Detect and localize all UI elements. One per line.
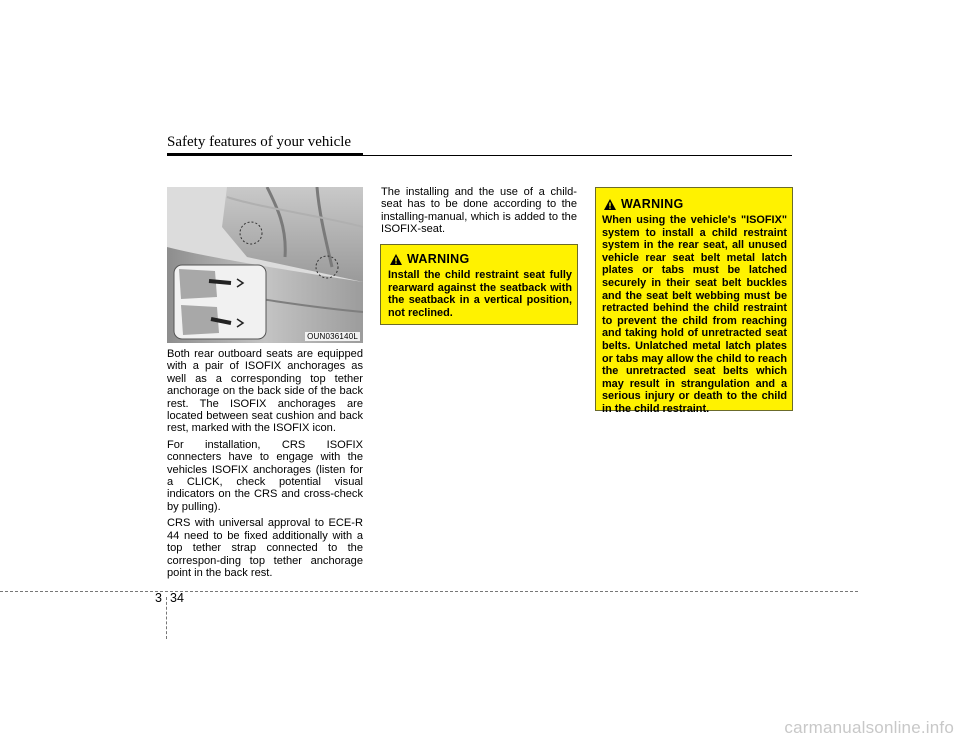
warning-heading-text: WARNING xyxy=(407,252,470,266)
warning-box-isofix-belts xyxy=(595,187,793,415)
footer-rule xyxy=(0,591,858,592)
paragraph-installing-manual: The installing and the use of a child-seat has to be done according to the installing-manual, which is added to the ISOFIX-seat. xyxy=(381,186,577,236)
page-number: 34 xyxy=(170,591,184,605)
middle-column-text xyxy=(381,186,577,240)
warning-heading xyxy=(390,252,572,266)
paragraph-isofix-anchorages: Both rear outboard seats are equipped with a pair of ISOFIX anchorages as well as a corresponding top tether anchorage on the back side of the back rest. The ISOFIX anchorages are located between seat cushion and back rest, marked with the ISOFIX icon. xyxy=(167,348,363,435)
warning-heading-text: WARNING xyxy=(621,197,684,211)
footer-vertical-rule xyxy=(166,597,167,639)
warning-body-seatback: Install the child restraint seat fully rearward against the seatback with the seatback in a vertical position, not reclined. xyxy=(388,269,572,319)
header-rule-accent xyxy=(167,153,363,156)
watermark: carmanualsonline.info xyxy=(784,718,954,737)
warning-heading xyxy=(604,197,787,211)
left-column-text xyxy=(167,348,363,583)
section-title: Safety features of your vehicle xyxy=(167,134,352,150)
warning-triangle-icon xyxy=(390,254,402,265)
warning-triangle-icon xyxy=(604,199,616,210)
chapter-number: 3 xyxy=(155,591,162,605)
isofix-seat-illustration xyxy=(167,187,363,343)
warning-body-isofix-belts: When using the vehicle's "ISOFIX" system to install a child restraint system in the rear seat, all unused vehicle rear seat belt metal latch plates or tabs must be latched securely in their seat belt buckles and the seat belt webbing must be retracted behind the child restraint to prevent the child from reaching and taking hold of unretracted seat belts. Unlatched metal latch plates or tabs may allow the child to reach the unretracted seat belts which may result in strangulation and a serious injury or death to the child in the child restraint. xyxy=(602,214,787,415)
seat-drawing xyxy=(167,187,363,343)
warning-box-seatback xyxy=(380,244,578,325)
paragraph-top-tether: CRS with universal approval to ECE-R 44 need to be fixed additionally with a top tether strap connected to the correspon-ding top tether anchorage point in the back rest. xyxy=(167,517,363,579)
figure-code: OUN036140L xyxy=(307,332,358,341)
paragraph-installation: For installation, CRS ISOFIX connecters have to engage with the vehicles ISOFIX anchorages (listen for a CLICK, check potential visual indicators on the CRS and cross-check by pulling). xyxy=(167,438,363,513)
